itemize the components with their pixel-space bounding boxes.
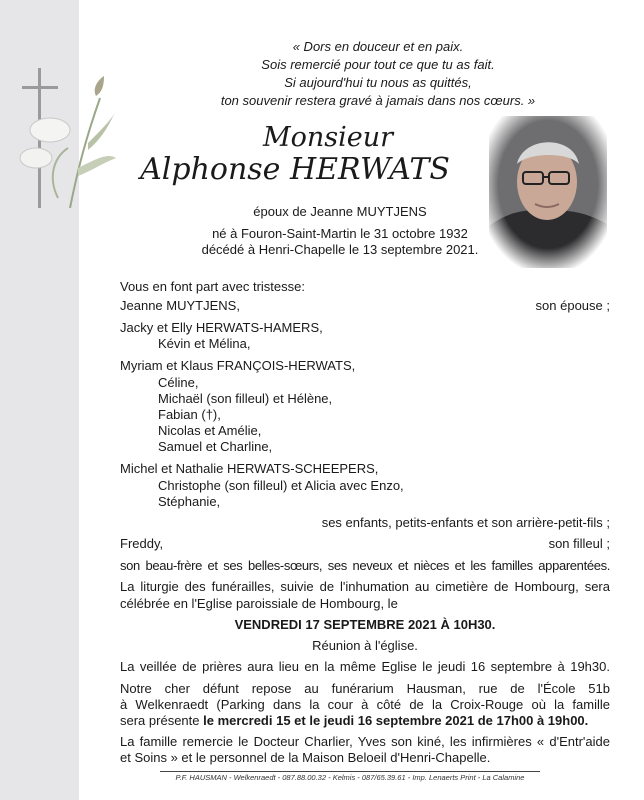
visiting-hours-dates: le mercredi 15 et le jeudi 16 septembre 2021 de 17h00 à 19h00. [203,713,589,728]
birth-line: né à Fouron-Saint-Martin le 31 octobre 1932 [212,226,468,241]
meeting-note: Réunion à l'église. [312,638,418,653]
spouse-row [120,297,610,314]
family-member: Céline, [158,375,199,390]
poem-line: Si aujourd'hui tu nous as quittés, [284,75,472,90]
liturgy-text: célébrée en l'Eglise paroissiale de Hombourg, le [120,596,398,611]
spouse-relation: son épouse ; [535,298,610,313]
family-head: Jacky et Elly HERWATS-HAMERS, [120,320,323,335]
godson-row [120,535,610,552]
repose-text: à Welkenraedt (Parking dans la cour à côté de la Croix-Rouge où la famille [120,697,610,712]
godson-relation: son filleul ; [548,536,610,551]
visiting-hours [120,712,610,729]
footer-credits: P.F. HAUSMAN - Welkenraedt - 087.88.00.32 - Kelmis - 087/65.39.61 - Imp. Lenaerts Print - La Calamine [175,773,525,782]
spouse-line: époux de Jeanne MUYTJENS [253,204,427,219]
death-line: décédé à Henri-Chapelle le 13 septembre 2021. [201,242,479,257]
children-relation: ses enfants, petits-enfants et son arrière-petit-fils ; [321,515,610,530]
godson-name: Freddy, [120,536,164,551]
family-member: Christophe (son filleul) et Alicia avec Enzo, [158,478,404,493]
deceased-name: Alphonse HERWATS [140,152,450,187]
thanks-text: La famille remercie le Docteur Charlier, Yves son kiné, les infirmières « d'Entr'aide [120,734,610,749]
footer-divider [160,771,540,772]
cross-lily-decoration [8,58,118,228]
visiting-hours-lead: sera présente [120,713,204,728]
family-member: Michaël (son filleul) et Hélène, [158,391,333,406]
repose-text: Notre cher défunt repose au funérarium Hausman, rue de l'École 51b [120,681,610,696]
liturgy-text: La liturgie des funérailles, suivie de l'inhumation au cimetière de Hombourg, sera [120,579,610,594]
thanks-text: et Soins » et le personnel de la Maison Beloeil d'Henri-Chapelle. [120,750,491,765]
poem-line: « Dors en douceur et en paix. [292,39,464,54]
family-member: Nicolas et Amélie, [158,423,262,438]
other-relatives: son beau-frère et ses belles-sœurs, ses neveux et nièces et les familles apparentées. [120,558,610,573]
family-head: Myriam et Klaus FRANÇOIS-HERWATS, [120,358,356,373]
spouse-name: Jeanne MUYTJENS, [120,298,240,313]
poem [200,38,556,110]
family-head: Michel et Nathalie HERWATS-SCHEEPERS, [120,461,379,476]
honorific-title: Monsieur [262,122,394,153]
family-member: Samuel et Charline, [158,439,273,454]
poem-line: ton souvenir restera gravé à jamais dans nos cœurs. » [220,93,536,108]
family-member: Stéphanie, [158,494,221,509]
portrait-photo [489,116,607,268]
family-member: Fabian (†), [158,407,221,422]
funeral-date: VENDREDI 17 SEPTEMBRE 2021 À 10H30. [234,617,496,632]
intro-text: Vous en font part avec tristesse: [120,279,305,294]
poem-line: Sois remercié pour tout ce que tu as fait. [261,57,495,72]
vigil-text: La veillée de prières aura lieu en la même Eglise le jeudi 16 septembre à 19h30. [120,659,610,674]
family-member: Kévin et Mélina, [158,336,251,351]
